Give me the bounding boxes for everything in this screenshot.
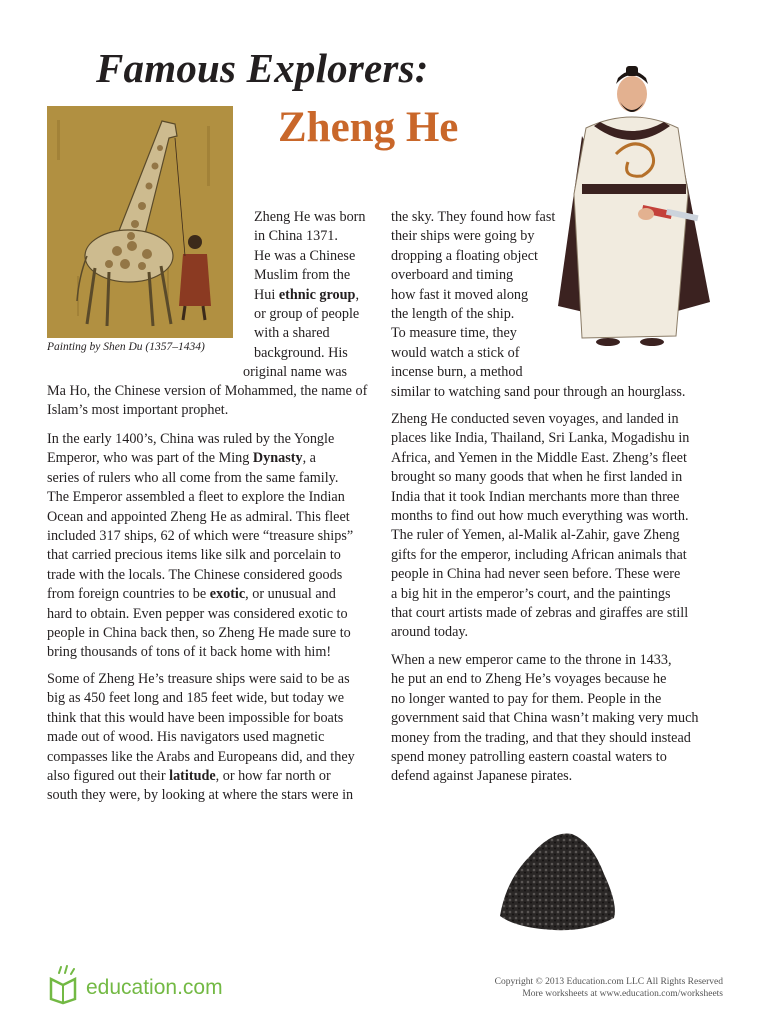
latitude-term: latitude xyxy=(169,768,216,785)
giraffe-painting xyxy=(47,106,233,338)
painting-caption: Painting by Shen Du (1357–1434) xyxy=(47,341,205,353)
paragraph-1: Ma Ho, the Chinese version of Mohammed, the name of Islam’s most important prophet. xyxy=(47,383,368,419)
pepper-pile-image xyxy=(496,820,620,932)
copyright-notice: Copyright © 2013 Education.com LLC All Rights Reserved More worksheets at www.education.com/worksheets xyxy=(494,977,723,999)
column2-continued-text: the sky. They found how fast their ships were going by dropping a floating object overboard and timing how fast it moved along the length of the ship. To measure time, they would watch a stick of incense burn, a method similar to watching sand pour through an hourglass. xyxy=(391,209,686,400)
education-logo-text: education.com xyxy=(86,976,223,999)
paragraph-2: In the early 1400’s, China was ruled by the Yongle Emperor, who was part of the Ming Dynasty, a series of rulers who all come from the same family. The Emperor assembled a fleet to explore the Indian Ocean and appointed Zheng He as admiral. This fleet included 317 ships, 62 of which were “treasure ships” that carried precious items like silk and porcelain to trade with the locals. The Chinese considered goods from foreign countries to be exotic, or unusual and hard to obtain. Even pepper was considered exotic to people in China back then, so Zheng He made sure to bring thousands of tons of it back home with him! xyxy=(47,431,354,661)
intro-last-line: original name was xyxy=(243,364,348,380)
paragraph-5: When a new emperor came to the throne in 1433, he put an end to Zheng He’s voyages because he no longer wanted to pay for them. People in the government said that China wasn’t making very much money from the trading, and that they should instead spend money patrolling eastern coastal waters to defend against Japanese pirates. xyxy=(391,652,699,785)
paragraph-3: Some of Zheng He’s treasure ships were said to be as big as 450 feet long and 185 feet wide, but today we think that this would have been impossible for boats made out of wood. His navigators used magnetic compasses like the Arabs and Europeans did, and they also figured out their latitude, or how far north or south they were, by looking at where the stars were in xyxy=(47,671,355,804)
paragraph-4: Zheng He conducted seven voyages, and landed in places like India, Thailand, Sri Lanka, Mogadishu in Africa, and Yemen in the Middle East. Zheng’s fleet brought so many goods that when he first landed in India that it took Indian merchants more than three months to find out how much everything was worth. The ruler of Yemen, al-Malik al-Zahir, gave Zheng gifts for the emperor, including African animals that people in China had never seen before. These were a big hit in the emperor’s court, and the paintings that court artists made of zebras and giraffes are still around today. xyxy=(391,411,690,641)
dynasty-term: Dynasty xyxy=(252,450,303,467)
page-title: Famous Explorers: xyxy=(96,45,429,91)
page-subtitle: Zheng He xyxy=(278,104,459,151)
ethnic-group-term: ethnic group xyxy=(278,286,356,303)
intro-wrap-text: Zheng He was born in China 1371. He was a Chinese Muslim from the Hui ethnic group, or group of people with a shared background. His xyxy=(254,209,366,361)
exotic-term: exotic xyxy=(209,586,246,603)
